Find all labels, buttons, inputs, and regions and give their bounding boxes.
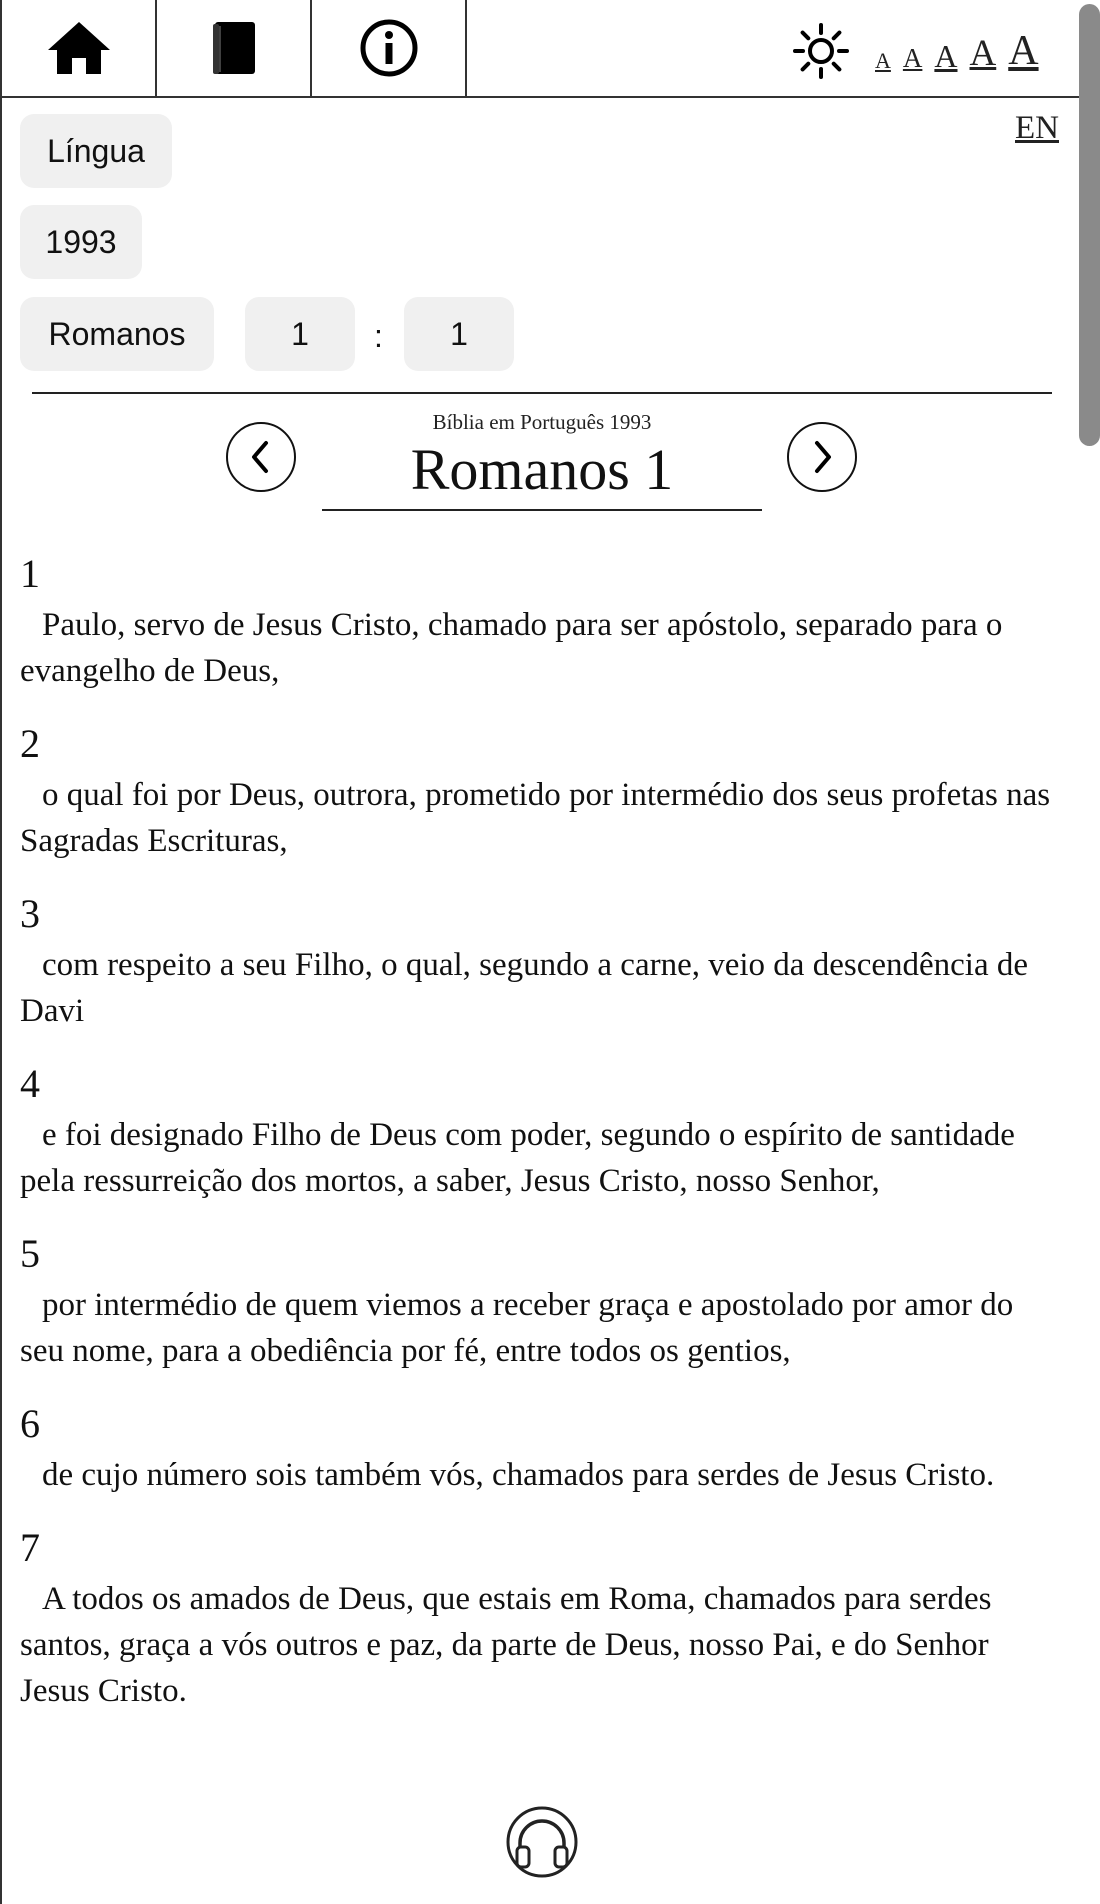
verse-number: 5 — [20, 1231, 40, 1276]
chevron-right-icon — [807, 439, 837, 475]
font-size-m-button[interactable]: A — [934, 38, 958, 74]
verse-number: 1 — [20, 551, 40, 596]
language-selector[interactable]: Língua — [20, 114, 172, 188]
verse-item — [20, 1524, 1065, 1714]
verse-text: de cujo número sois também vós, chamados para serdes de Jesus Cristo. — [42, 1457, 995, 1493]
verse-item — [20, 550, 1065, 694]
top-nav-bar — [2, 0, 1079, 98]
book-icon — [209, 20, 259, 76]
verse-selector[interactable]: 1 — [404, 297, 514, 371]
verse-number: 6 — [20, 1401, 40, 1446]
section-divider — [32, 392, 1052, 394]
version-selector[interactable]: 1993 — [20, 205, 142, 279]
font-size-selector — [875, 24, 1039, 72]
info-button[interactable] — [312, 0, 467, 96]
verse-number: 7 — [20, 1525, 40, 1570]
verse-number: 3 — [20, 891, 40, 936]
verse-item — [20, 720, 1065, 864]
verse-item — [20, 1060, 1065, 1204]
chapter-title: Romanos 1 — [410, 437, 674, 502]
title-underline — [322, 509, 762, 511]
sun-icon — [792, 22, 850, 80]
font-size-xl-button[interactable]: A — [1008, 28, 1039, 74]
language-switch-link[interactable]: EN — [1015, 110, 1059, 146]
headphones-icon — [505, 1805, 579, 1879]
font-size-s-button[interactable]: A — [902, 43, 923, 73]
verse-text: com respeito a seu Filho, o qual, segundo a carne, veio da descendência de Davi — [20, 947, 1028, 1029]
verse-item — [20, 890, 1065, 1034]
scrollbar-thumb[interactable] — [1079, 4, 1100, 446]
chapter-verse-separator: : — [374, 318, 383, 354]
theme-toggle-button[interactable] — [792, 22, 850, 80]
verse-item — [20, 1400, 1065, 1498]
books-button[interactable] — [157, 0, 312, 96]
bible-version-label: Bíblia em Português 1993 — [432, 410, 652, 434]
chevron-left-icon — [246, 439, 276, 475]
font-size-l-button[interactable]: A — [969, 33, 997, 74]
verse-text: Paulo, servo de Jesus Cristo, chamado para ser apóstolo, separado para o evangelho de Deus, — [20, 607, 1003, 689]
verse-text: por intermédio de quem viemos a receber graça e apostolado por amor do seu nome, para a obediência por fé, entre todos os gentios, — [20, 1287, 1014, 1369]
info-icon — [359, 18, 419, 78]
home-icon — [46, 20, 112, 76]
chapter-selector[interactable]: 1 — [245, 297, 355, 371]
previous-chapter-button[interactable] — [226, 422, 296, 492]
verse-text: o qual foi por Deus, outrora, prometido por intermédio dos seus profetas nas Sagradas Escrituras, — [20, 777, 1051, 859]
audio-play-button[interactable] — [502, 1802, 582, 1882]
book-selector[interactable]: Romanos — [20, 297, 214, 371]
verse-text: e foi designado Filho de Deus com poder, segundo o espírito de santidade pela ressurreição dos mortos, a saber, Jesus Cristo, nosso Senhor, — [20, 1117, 1015, 1199]
verse-item — [20, 1230, 1065, 1374]
next-chapter-button[interactable] — [787, 422, 857, 492]
verse-number: 4 — [20, 1061, 40, 1106]
verse-text: A todos os amados de Deus, que estais em Roma, chamados para serdes santos, graça a vós outros e paz, da parte de Deus, nosso Pai, e do Senhor Jesus Cristo. — [20, 1581, 992, 1709]
verse-list — [20, 550, 1065, 1740]
home-button[interactable] — [2, 0, 157, 96]
verse-number: 2 — [20, 721, 40, 766]
font-size-xs-button[interactable]: A — [875, 48, 891, 73]
